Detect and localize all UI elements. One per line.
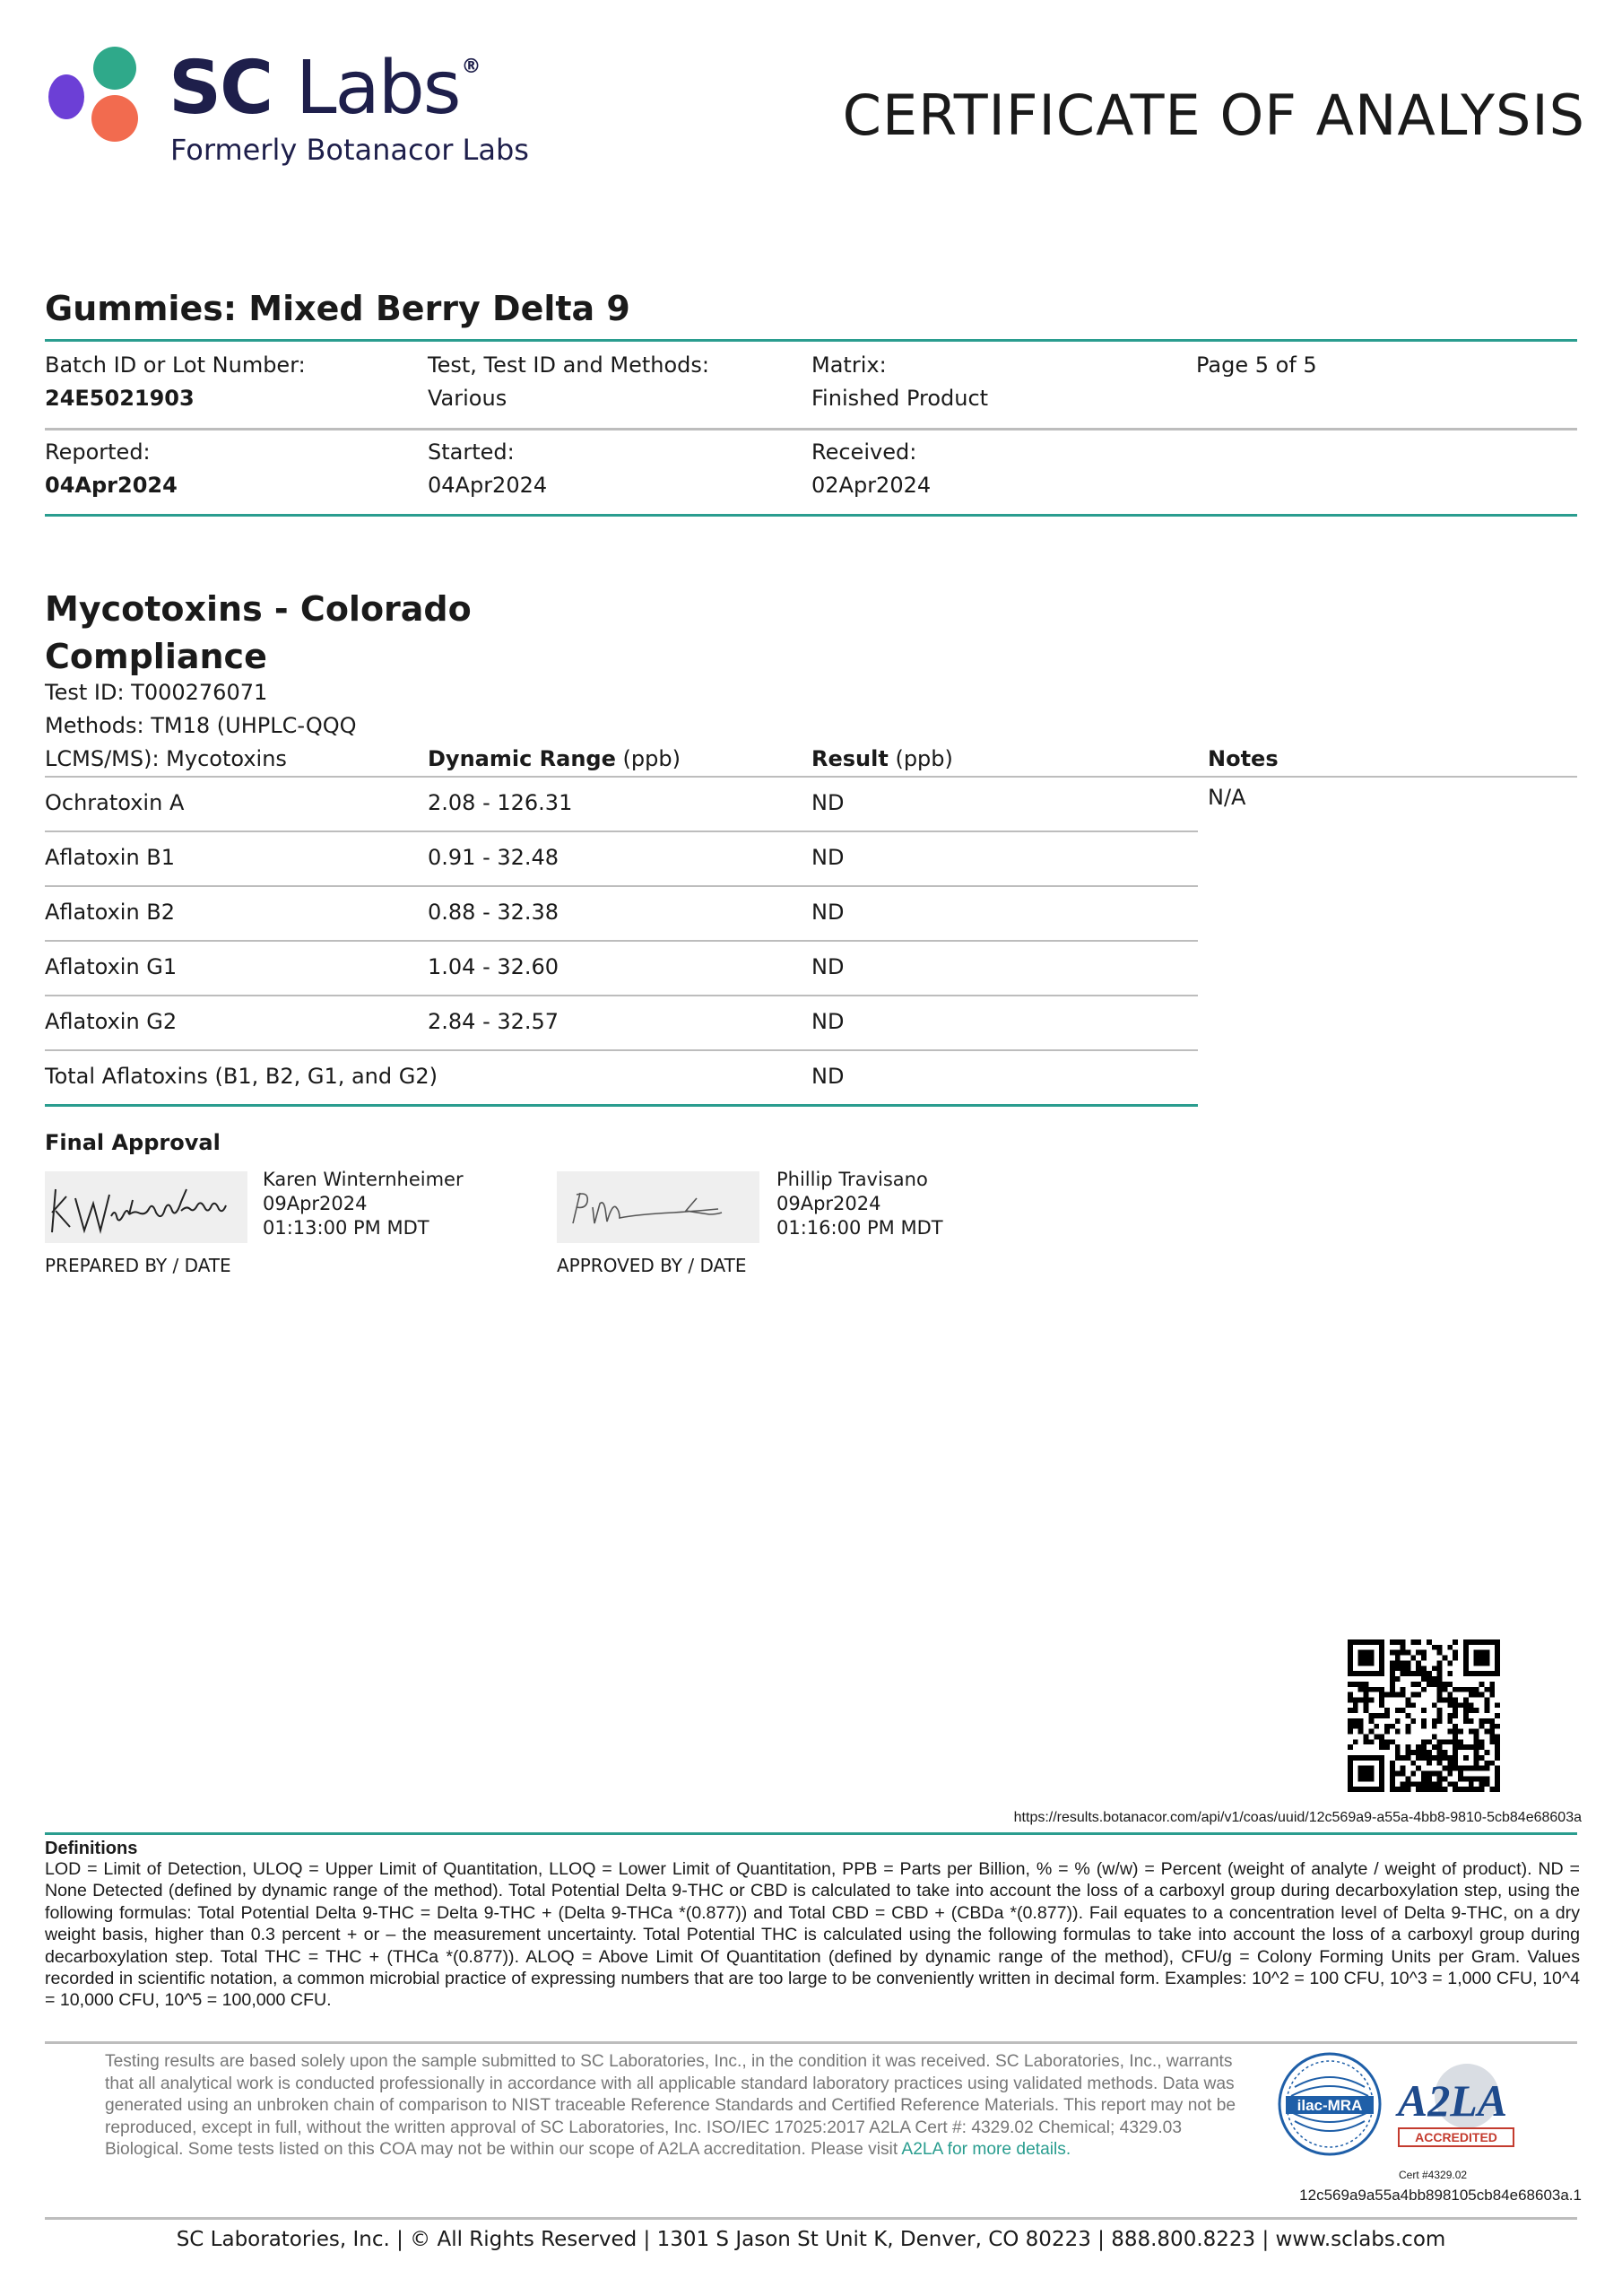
result-value: ND [811, 1009, 845, 1034]
sc-labs-logo-text: SC Labs® [169, 46, 480, 131]
logo-subtitle: Formerly Botanacor Labs [170, 133, 529, 167]
section-title: Mycotoxins - Colorado Compliance [45, 589, 472, 676]
result-value: ND [811, 954, 845, 979]
ilac-mra-logo [1277, 2051, 1383, 2157]
dynamic-range: 2.84 - 32.57 [428, 1009, 559, 1034]
started-value: 04Apr2024 [428, 473, 548, 498]
disclaimer-top-rule [45, 2041, 1577, 2044]
table-row [0, 887, 1201, 942]
document-title: CERTIFICATE OF ANALYSIS [842, 83, 1585, 148]
table-row [0, 778, 1201, 832]
reported-value: 04Apr2024 [45, 473, 178, 498]
table-row [0, 832, 1201, 887]
result-value: ND [811, 790, 845, 815]
started-label: Started: [428, 439, 515, 465]
methods-line-2: LCMS/MS): Mycotoxins [45, 746, 287, 771]
test-value: Various [428, 386, 507, 411]
result-value: ND [811, 1064, 845, 1089]
reported-label: Reported: [45, 439, 151, 465]
matrix-label: Matrix: [811, 352, 887, 378]
received-label: Received: [811, 439, 917, 465]
approved-by: Phillip Travisano 09Apr2024 01:16:00 PM MDT [776, 1169, 943, 1239]
info-divider [45, 428, 1577, 430]
col-header-notes: Notes [1208, 746, 1279, 771]
analyte-name: Aflatoxin B2 [45, 900, 176, 925]
batch-value: 24E5021903 [45, 386, 195, 411]
svg-text:ilac-MRA: ilac-MRA [1297, 2097, 1363, 2114]
definitions-title: Definitions [45, 1839, 138, 1858]
sc-labs-logo-mark [45, 43, 152, 151]
dynamic-range: 1.04 - 32.60 [428, 954, 559, 979]
info-bottom-rule [45, 514, 1577, 517]
svg-text:A2LA: A2LA [1397, 2075, 1508, 2126]
footer: SC Laboratories, Inc. | © All Rights Reserved | 1301 S Jason St Unit K, Denver, CO 80223 | 888.800.8223 | www.sclabs.com [176, 2228, 1446, 2251]
col-header-result: Result (ppb) [811, 746, 953, 771]
table-row [0, 1051, 1201, 1107]
dynamic-range: 2.08 - 126.31 [428, 790, 573, 815]
col-header-range: Dynamic Range (ppb) [428, 746, 681, 771]
definitions-rule [45, 1832, 1577, 1835]
analyte-name: Aflatoxin B1 [45, 845, 176, 870]
title-rule [45, 339, 1577, 342]
batch-label: Batch ID or Lot Number: [45, 352, 306, 378]
analyte-name: Ochratoxin A [45, 790, 185, 815]
result-value: ND [811, 845, 845, 870]
svg-text:ACCREDITED: ACCREDITED [1415, 2130, 1497, 2144]
approved-signature [557, 1171, 759, 1243]
disclaimer: Testing results are based solely upon the sample submitted to SC Laboratories, Inc., in the condition it was received. SC Laboratories, Inc., warrants that all analytical work is conducted professionally in accordance with all applicable standard laboratory practices using validated methods. Data was generated using an unbroken chain of comparison to NIST traceable Reference Standards and Certified Reference Materials. This report may not be reproduced, except in full, without the written approval of SC Laboratories, Inc. ISO/IEC 17025:2017 A2LA Cert #: 4329.02 Chemical; 4329.03 Biological. Some tests listed on this COA may not be within our scope of A2LA accreditation. Please visit A2LA for more details. [105, 2052, 1236, 2159]
approved-caption: APPROVED BY / DATE [557, 1255, 747, 1276]
a2la-accredited-logo [1395, 2058, 1518, 2157]
prepared-by: Karen Winternheimer 09Apr2024 01:13:00 PM MDT [263, 1169, 464, 1239]
final-approval-title: Final Approval [45, 1130, 221, 1155]
report-hash: 12c569a9a55a4bb898105cb84e68603a.1 [1299, 2187, 1582, 2204]
product-title: Gummies: Mixed Berry Delta 9 [45, 289, 630, 328]
analyte-name: Aflatoxin G2 [45, 1009, 178, 1034]
table-bottom-rule [45, 1104, 1198, 1107]
cert-number: Cert #4329.02 [1399, 2169, 1468, 2181]
table-row [0, 942, 1201, 996]
footer-rule [45, 2217, 1577, 2220]
methods-line-1: Methods: TM18 (UHPLC-QQQ [45, 713, 357, 738]
prepared-caption: PREPARED BY / DATE [45, 1255, 231, 1276]
analyte-name: Total Aflatoxins (B1, B2, G1, and G2) [45, 1064, 438, 1089]
results-url[interactable]: https://results.botanacor.com/api/v1/coas/uuid/12c569a9-a55a-4bb8-9810-5cb84e68603a [1013, 1810, 1582, 1825]
notes-value: N/A [1208, 785, 1246, 810]
qr-code[interactable] [1348, 1639, 1500, 1792]
test-id: Test ID: T000276071 [45, 680, 268, 705]
matrix-value: Finished Product [811, 386, 989, 411]
table-row [0, 996, 1201, 1051]
analyte-name: Aflatoxin G1 [45, 954, 178, 979]
dynamic-range: 0.91 - 32.48 [428, 845, 559, 870]
result-value: ND [811, 900, 845, 925]
a2la-link[interactable]: A2LA for more details. [901, 2140, 1071, 2159]
received-value: 02Apr2024 [811, 473, 932, 498]
page-number: Page 5 of 5 [1196, 352, 1317, 378]
dynamic-range: 0.88 - 32.38 [428, 900, 559, 925]
definitions-body: LOD = Limit of Detection, ULOQ = Upper Limit of Quantitation, LLOQ = Lower Limit of Quantitation, PPB = Parts per Billion, % = % (w/w) = Percent (weight of analyte / weight of product). ND = None Detected (defined by dynamic range of the method). Total Potential Delta 9-THC or CBD is calculated to take into account the loss of a carboxyl group during decarboxylation step, using the following formulas: Total Potential Delta 9-THC = Delta 9-THC + (Delta 9-THCa *(0.877)) and Total CBD = CBD + (CBDa *(0.877)). Fail equates to a concentration level of Delta 9-THC, on a dry weight basis, higher than 0.3 percent + or – the measurement uncertainty. Total Potential THC is calculated using the following formulas to take into account the loss of a carboxyl group during decarboxylation step. Total THC = THC + (THCa *(0.877)). ALOQ = Above Limit Of Quantitation (defined by dynamic range of the method), CFU/g = Colony Forming Units per Gram. Values recorded in scientific notation, a common microbial practice of expressing numbers that are too large to be conveniently written in decimal form. Examples: 10^2 = 100 CFU, 10^3 = 1,000 CFU, 10^4 = 10,000 CFU, 10^5 = 100,000 CFU. [45, 1859, 1580, 2011]
test-label: Test, Test ID and Methods: [428, 352, 709, 378]
prepared-signature [45, 1171, 247, 1243]
